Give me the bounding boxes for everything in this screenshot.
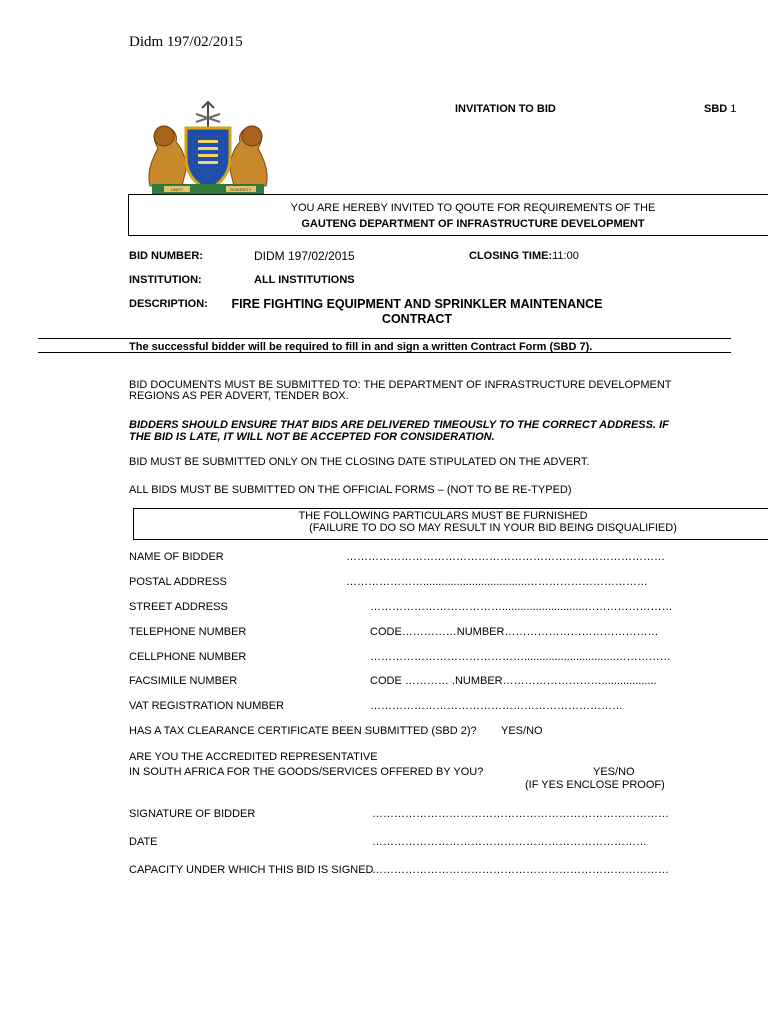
coat-of-arms-logo: [136, 100, 280, 196]
contract-note: The successful bidder will be required to fill in and sign a written Contract Form (SBD 7).: [129, 341, 593, 353]
tax-clearance-question: HAS A TAX CLEARANCE CERTIFICATE BEEN SUBMITTED (SBD 2)?: [129, 725, 477, 737]
name-of-bidder-label: NAME OF BIDDER: [129, 551, 224, 563]
postal-address-field[interactable]: …………………..................................……………………………: [346, 576, 648, 588]
closing-time: CLOSING TIME:11:00: [469, 250, 579, 262]
invitation-line-1: YOU ARE HEREBY INVITED TO QOUTE FOR REQUIREMENTS OF THE: [290, 202, 656, 214]
form-code: SBD 1: [704, 103, 737, 115]
date-label: DATE: [129, 836, 158, 848]
description-label: DESCRIPTION:: [129, 298, 208, 310]
name-of-bidder-field[interactable]: ……………………………………………………………………………: [346, 551, 665, 563]
instruction-submission-line-1: BID DOCUMENTS MUST BE SUBMITTED TO: THE DEPARTMENT OF INFRASTRUCTURE DEVELOPMENT: [129, 379, 672, 391]
motto-unity: UNITY: [171, 187, 183, 192]
tax-clearance-yes-no[interactable]: YES/NO: [501, 725, 543, 737]
institution-label: INSTITUTION:: [129, 274, 202, 286]
vat-registration-field[interactable]: ……………………………………………………………: [370, 700, 623, 712]
instruction-official-forms: ALL BIDS MUST BE SUBMITTED ON THE OFFICIAL FORMS – (NOT TO BE RE-TYPED): [129, 484, 572, 496]
document-reference: Didm 197/02/2015: [129, 34, 243, 50]
facsimile-number-label: FACSIMILE NUMBER: [129, 675, 238, 687]
cellphone-number-label: CELLPHONE NUMBER: [129, 651, 247, 663]
postal-address-label: POSTAL ADDRESS: [129, 576, 227, 588]
capacity-label: CAPACITY UNDER WHICH THIS BID IS SIGNED: [129, 864, 374, 876]
capacity-field[interactable]: ………………………………………………………………………: [372, 864, 669, 876]
signature-field[interactable]: ………………………………………………………………………: [372, 808, 669, 820]
institution-value: ALL INSTITUTIONS: [254, 274, 355, 286]
vat-registration-label: VAT REGISTRATION NUMBER: [129, 700, 285, 712]
description-line-2: CONTRACT: [381, 312, 453, 326]
accredited-question-line-1: ARE YOU THE ACCREDITED REPRESENTATIVE: [129, 751, 378, 763]
telephone-number-field[interactable]: CODE……………NUMBER……………………………………: [370, 626, 659, 638]
telephone-number-label: TELEPHONE NUMBER: [129, 626, 247, 638]
instruction-closing-date: BID MUST BE SUBMITTED ONLY ON THE CLOSING DATE STIPULATED ON THE ADVERT.: [129, 456, 590, 468]
form-title: INVITATION TO BID: [455, 103, 556, 115]
particulars-line-2: (FAILURE TO DO SO MAY RESULT IN YOUR BID BEING DISQUALIFIED): [309, 522, 677, 534]
instruction-timeous-line-2: THE BID IS LATE, IT WILL NOT BE ACCEPTED FOR CONSIDERATION.: [129, 431, 495, 443]
description-line-1: FIRE FIGHTING EQUIPMENT AND SPRINKLER MAINTENANCE: [231, 297, 603, 311]
motto-diversity: DIVERSITY: [230, 187, 252, 192]
bid-number-value: DIDM 197/02/2015: [254, 249, 355, 263]
accredited-yes-no[interactable]: YES/NO: [593, 766, 635, 778]
street-address-label: STREET ADDRESS: [129, 601, 228, 613]
cellphone-number-field[interactable]: ……………………………………..............................……………: [370, 651, 671, 663]
particulars-line-1: THE FOLLOWING PARTICULARS MUST BE FURNISHED: [298, 510, 588, 522]
street-address-field[interactable]: ………………………………...........................……………………: [370, 601, 673, 613]
accredited-question-line-2: IN SOUTH AFRICA FOR THE GOODS/SERVICES OFFERED BY YOU?: [129, 766, 484, 778]
bid-number-label: BID NUMBER:: [129, 250, 203, 262]
signature-label: SIGNATURE OF BIDDER: [129, 808, 256, 820]
date-field[interactable]: …………………………………………………………………: [372, 836, 647, 848]
divider-top: [38, 338, 731, 339]
facsimile-number-field[interactable]: CODE ………… .NUMBER………………………..................: [370, 675, 657, 687]
instruction-submission-line-2: REGIONS AS PER ADVERT, TENDER BOX.: [129, 390, 349, 402]
accredited-proof-note: (IF YES ENCLOSE PROOF): [525, 779, 665, 791]
invitation-line-2: GAUTENG DEPARTMENT OF INFRASTRUCTURE DEVELOPMENT: [301, 218, 645, 230]
instruction-timeous-line-1: BIDDERS SHOULD ENSURE THAT BIDS ARE DELIVERED TIMEOUSLY TO THE CORRECT ADDRESS. IF: [129, 419, 669, 431]
